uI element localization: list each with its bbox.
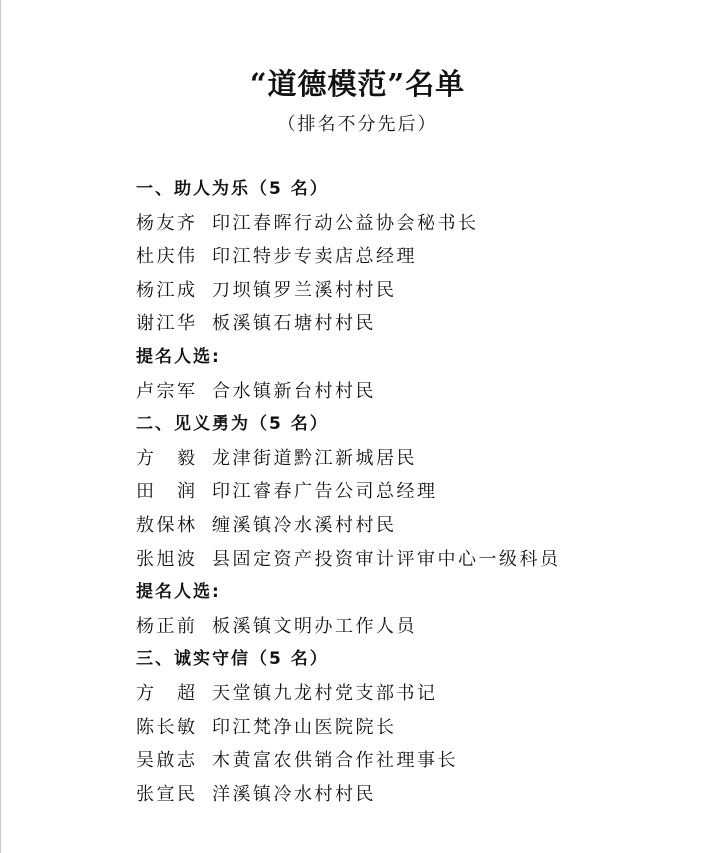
name-list — [136, 173, 696, 811]
person-role: 天堂镇九龙村党支部书记 — [212, 682, 438, 704]
document-title: “道德模范”名单 — [249, 67, 466, 101]
person-role: 缠溪镇冷水溪村村民 — [212, 514, 397, 536]
person-role: 印江特步专卖店总经理 — [212, 246, 417, 268]
person-role: 刀坝镇罗兰溪村村民 — [212, 279, 397, 301]
person-role: 县固定资产投资审计评审中心一级科员 — [212, 548, 561, 570]
list-item — [136, 711, 696, 745]
person-name: 方 毅 — [136, 447, 198, 469]
section-heading: 二、见义勇为（5 名） — [136, 414, 329, 435]
list-item — [136, 610, 696, 644]
nominee-name: 杨正前 — [136, 615, 198, 637]
list-item — [136, 375, 696, 409]
person-name: 方 超 — [136, 682, 198, 704]
nominee-name: 卢宗军 — [136, 380, 198, 402]
person-role: 印江春晖行动公益协会秘书长 — [212, 212, 479, 234]
list-item — [136, 207, 696, 241]
list-item — [136, 509, 696, 543]
list-item — [136, 677, 696, 711]
document-subtitle: （排名不分先后） — [277, 114, 438, 135]
person-name: 张宣民 — [136, 783, 198, 805]
person-role: 印江梵净山医院院长 — [212, 716, 397, 738]
list-item — [136, 240, 696, 274]
nominee-heading: 提名人选: — [136, 582, 221, 603]
section-heading: 三、诚实守信（5 名） — [136, 649, 329, 670]
person-name: 谢江华 — [136, 313, 198, 335]
list-item — [136, 778, 696, 812]
nominee-role: 合水镇新台村村民 — [212, 380, 376, 402]
person-role: 板溪镇石塘村村民 — [212, 313, 376, 335]
section-heading: 一、助人为乐（5 名） — [136, 179, 329, 199]
person-name: 陈长敏 — [136, 716, 198, 738]
list-item — [136, 442, 696, 476]
nominee-heading: 提名人选: — [136, 346, 221, 367]
list-item — [136, 744, 696, 778]
person-role: 印江睿春广告公司总经理 — [212, 481, 438, 503]
list-item — [136, 307, 696, 341]
person-name: 敖保林 — [136, 514, 198, 536]
person-name: 杨友齐 — [136, 212, 198, 234]
person-name: 杨江成 — [136, 279, 198, 301]
list-item — [136, 543, 696, 577]
person-name: 张旭波 — [136, 548, 198, 570]
person-role: 洋溪镇冷水村村民 — [212, 783, 376, 805]
list-item — [136, 274, 696, 308]
nominee-role: 板溪镇文明办工作人员 — [212, 615, 417, 637]
person-role: 龙津街道黔江新城居民 — [212, 447, 417, 469]
list-item — [136, 475, 696, 509]
person-role: 木黄富农供销合作社理事长 — [212, 750, 458, 772]
person-name: 田 润 — [136, 481, 198, 503]
person-name: 杜庆伟 — [136, 246, 198, 268]
person-name: 吴啟志 — [136, 750, 198, 772]
